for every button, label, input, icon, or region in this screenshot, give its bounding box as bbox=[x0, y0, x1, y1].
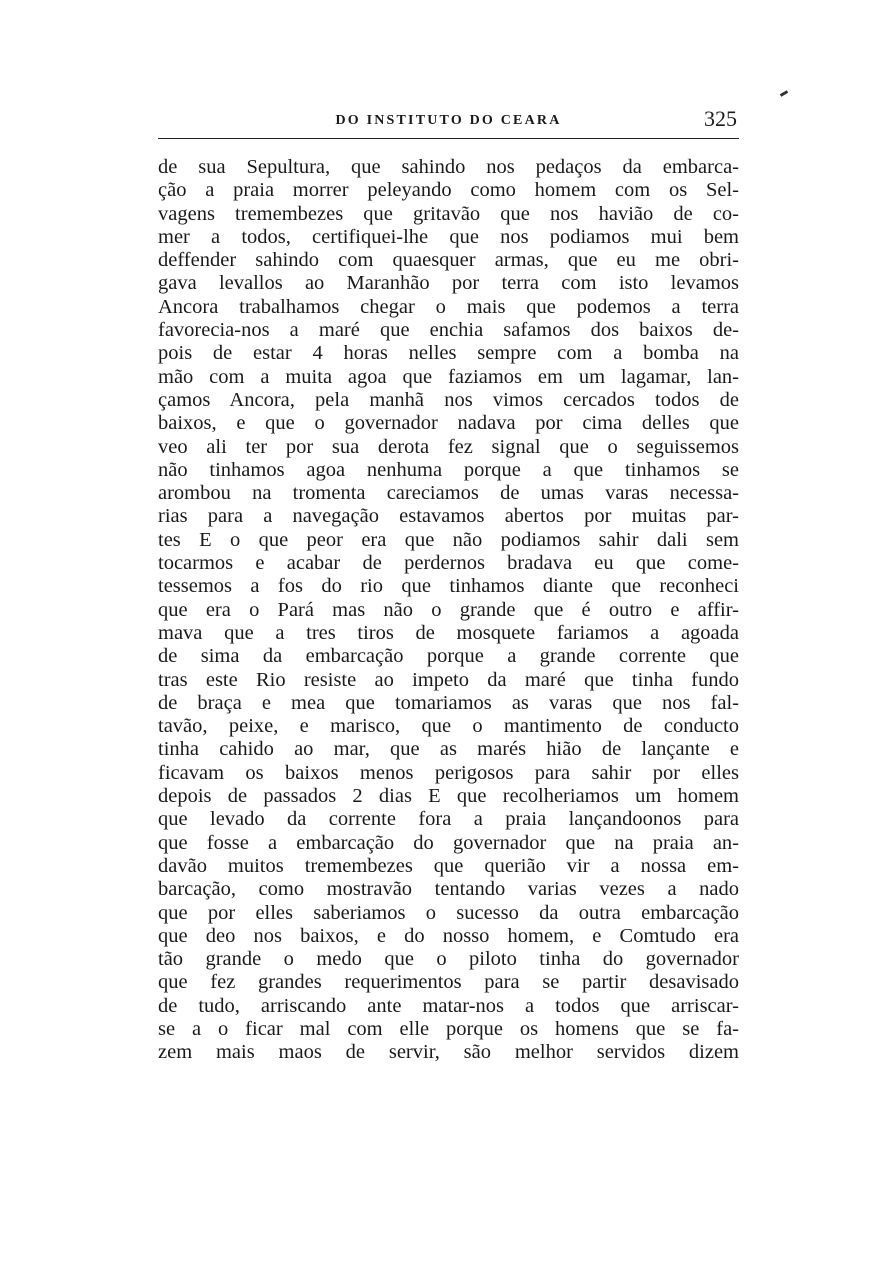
text-line: que fosse a embarcação do governador que na praia an- bbox=[158, 831, 739, 854]
text-line: Ancora trabalhamos chegar o mais que podemos a terra bbox=[158, 295, 739, 318]
text-line: rias para a navegação estavamos abertos por muitas par- bbox=[158, 505, 739, 528]
text-line: tras este Rio resiste ao impeto da maré que tinha fundo bbox=[158, 668, 739, 691]
text-line: deffender sahindo com quaesquer armas, que eu me obri- bbox=[158, 249, 739, 272]
text-line: que fez grandes requerimentos para se partir desavisado bbox=[158, 971, 739, 994]
text-line: mer a todos, certifiquei-lhe que nos podiamos mui bem bbox=[158, 225, 739, 248]
page-number: 325 bbox=[704, 106, 737, 131]
body-text bbox=[158, 156, 739, 1065]
text-line: zem mais maos de servir, são melhor servidos dizem bbox=[158, 1041, 739, 1064]
text-line: çamos Ancora, pela manhã nos vimos cercados todos de bbox=[158, 388, 739, 411]
text-line: veo ali ter por sua derota fez signal que o seguissemos bbox=[158, 435, 739, 458]
text-line: tocarmos e acabar de perdernos bradava eu que come- bbox=[158, 552, 739, 575]
text-line: mava que a tres tiros de mosquete fariamos a agoada bbox=[158, 621, 739, 644]
text-line: mão com a muita agoa que faziamos em um lagamar, lan- bbox=[158, 365, 739, 388]
text-line: que era o Pará mas não o grande que é outro e affir- bbox=[158, 598, 739, 621]
text-line: gava levallos ao Maranhão por terra com isto levamos bbox=[158, 272, 739, 295]
text-line: barcação, como mostravão tentando varias vezes a nado bbox=[158, 878, 739, 901]
text-line: vagens tremembezes que gritavão que nos havião de co- bbox=[158, 202, 739, 225]
text-line: de sima da embarcação porque a grande corrente que bbox=[158, 645, 739, 668]
text-line: depois de passados 2 dias E que recolheriamos um homem bbox=[158, 785, 739, 808]
text-line: baixos, e que o governador nadava por cima delles que bbox=[158, 412, 739, 435]
text-line: que deo nos baixos, e do nosso homem, e Comtudo era bbox=[158, 924, 739, 947]
text-line: que levado da corrente fora a praia lançandoonos para bbox=[158, 808, 739, 831]
text-line: ficavam os baixos menos perigosos para sahir por elles bbox=[158, 761, 739, 784]
text-line: de braça e mea que tomariamos as varas que nos fal- bbox=[158, 691, 739, 714]
text-line: pois de estar 4 horas nelles sempre com a bomba na bbox=[158, 342, 739, 365]
text-line: de tudo, arriscando ante matar-nos a todos que arriscar- bbox=[158, 994, 739, 1017]
text-line: tão grande o medo que o piloto tinha do governador bbox=[158, 948, 739, 971]
text-line: de sua Sepultura, que sahindo nos pedaços da embarca- bbox=[158, 156, 739, 178]
running-head: DO INSTITUTO DO CEARA bbox=[335, 113, 562, 128]
text-line: davão muitos tremembezes que querião vir a nossa em- bbox=[158, 854, 739, 877]
text-line: tes E o que peor era que não podiamos sahir dali sem bbox=[158, 528, 739, 551]
text-line: arombou na tromenta careciamos de umas varas necessa- bbox=[158, 482, 739, 505]
text-line: ção a praia morrer peleyando como homem com os Sel- bbox=[158, 179, 739, 202]
text-line: tinha cahido ao mar, que as marés hião de lançante e bbox=[158, 738, 739, 761]
page-mark bbox=[780, 90, 788, 97]
page-header bbox=[158, 104, 739, 139]
text-line: não tinhamos agoa nenhuma porque a que tinhamos se bbox=[158, 458, 739, 481]
text-line: tessemos a fos do rio que tinhamos diante que reconheci bbox=[158, 575, 739, 598]
text-line: que por elles saberiamos o sucesso da outra embarcação bbox=[158, 901, 739, 924]
text-line: favorecia-nos a maré que enchia safamos dos baixos de- bbox=[158, 319, 739, 342]
text-line: tavão, peixe, e marisco, que o mantimento de conducto bbox=[158, 715, 739, 738]
text-line: se a o ficar mal com elle porque os homens que se fa- bbox=[158, 1017, 739, 1040]
